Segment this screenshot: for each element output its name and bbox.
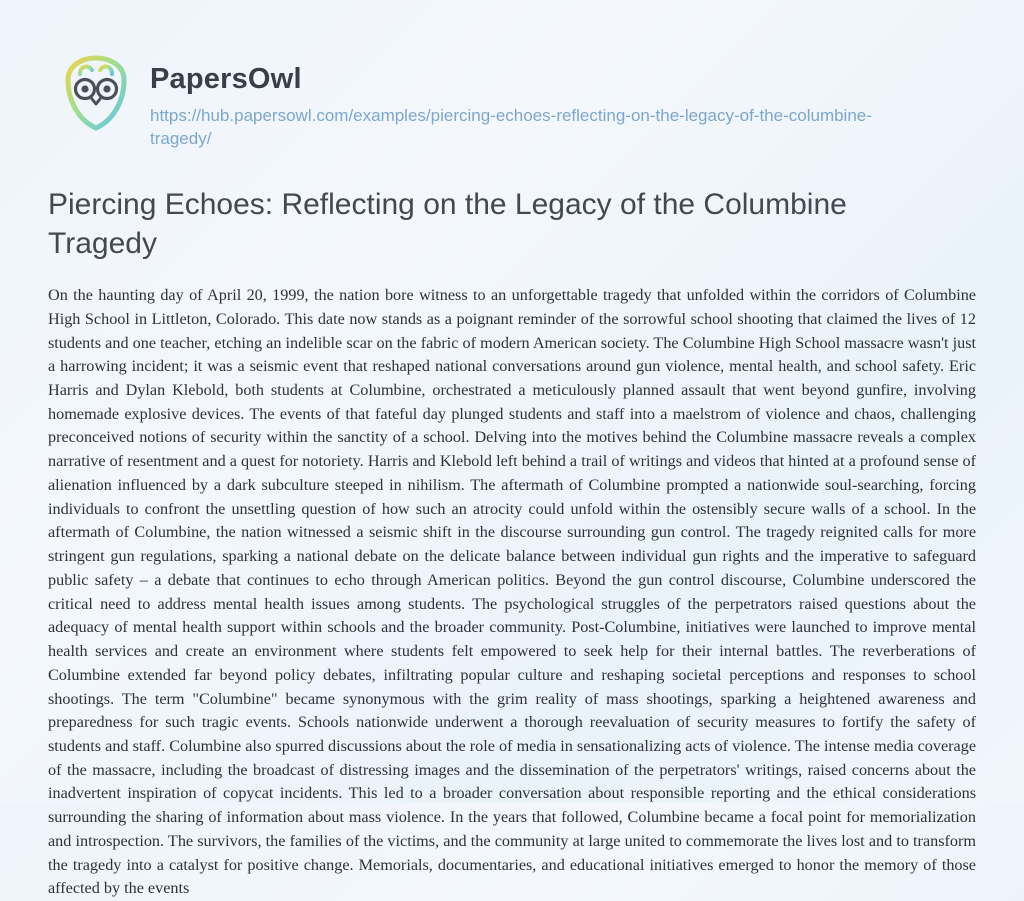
site-header	[46, 0, 978, 151]
brand-block	[150, 54, 890, 151]
brand-name: PapersOwl	[150, 63, 302, 95]
page-title: Piercing Echoes: Reflecting on the Legacy of the Columbine Tragedy	[48, 187, 847, 261]
page-url[interactable]: https://hub.papersowl.com/examples/piercing-echoes-reflecting-on-the-legacy-of-the-columbine-tragedy/	[150, 105, 872, 148]
article-body-text: On the haunting day of April 20, 1999, the nation bore witness to an unforgettable tragedy that unfolded within the corridors of Columbine High School in Littleton, Colorado. This date now stands as a poignant reminder of the sorrowful school shooting that claimed the lives of 12 students and one teacher, etching an indelible scar on the fabric of modern American society. The Columbine High School massacre wasn't just a harrowing incident; it was a seismic event that reshaped national conversations around gun violence, mental health, and school safety. Eric Harris and Dylan Klebold, both students at Columbine, orchestrated a meticulously planned assault that went beyond gunfire, involving homemade explosive devices. The events of that fateful day plunged students and staff into a maelstrom of violence and chaos, challenging preconceived notions of security within the sanctity of a school. Delving into the motives behind the Columbine massacre reveals a complex narrative of resentment and a quest for notoriety. Harris and Klebold left behind a trail of writings and videos that hinted at a profound sense of alienation influenced by a dark subculture steeped in nihilism. The aftermath of Columbine prompted a nationwide soul-searching, forcing individuals to confront the unsettling question of how such an atrocity could unfold within the ostensibly secure walls of a school. In the aftermath of Columbine, the nation witnessed a seismic shift in the discourse surrounding gun control. The tragedy reignited calls for more stringent gun regulations, sparking a national debate on the delicate balance between individual gun rights and the imperative to safeguard public safety – a debate that continues to echo through American politics. Beyond the gun control discourse, Columbine underscored the critical need to address mental health issues among students. The psychological struggles of the perpetrators raised questions about the adequacy of mental health support within schools and the broader community. Post-Columbine, initiatives were launched to improve mental health services and create an environment where students felt empowered to seek help for their internal battles. The reverberations of Columbine extended far beyond policy debates, infiltrating popular culture and reshaping societal perceptions and responses to school shootings. The term "Columbine" became synonymous with the grim reality of mass shootings, sparking a heightened awareness and preparedness for such tragic events. Schools nationwide underwent a thorough reevaluation of security measures to fortify the safety of students and staff. Columbine also spurred discussions about the role of media in sensationalizing acts of violence. The intense media coverage of the massacre, including the broadcast of distressing images and the dissemination of the perpetrators' writings, raised concerns about the inadvertent inspiration of copycat incidents. This led to a broader conversation about responsible reporting and the ethical considerations surrounding the sharing of information about mass violence. In the years that followed, Columbine became a focal point for memorialization and introspection. The survivors, the families of the victims, and the community at large united to commemorate the lives lost and to transform the tragedy into a catalyst for positive change. Memorials, documentaries, and educational initiatives emerged to honor the memory of those affected by the events	[48, 286, 976, 898]
owl-logo-icon[interactable]	[58, 54, 134, 132]
